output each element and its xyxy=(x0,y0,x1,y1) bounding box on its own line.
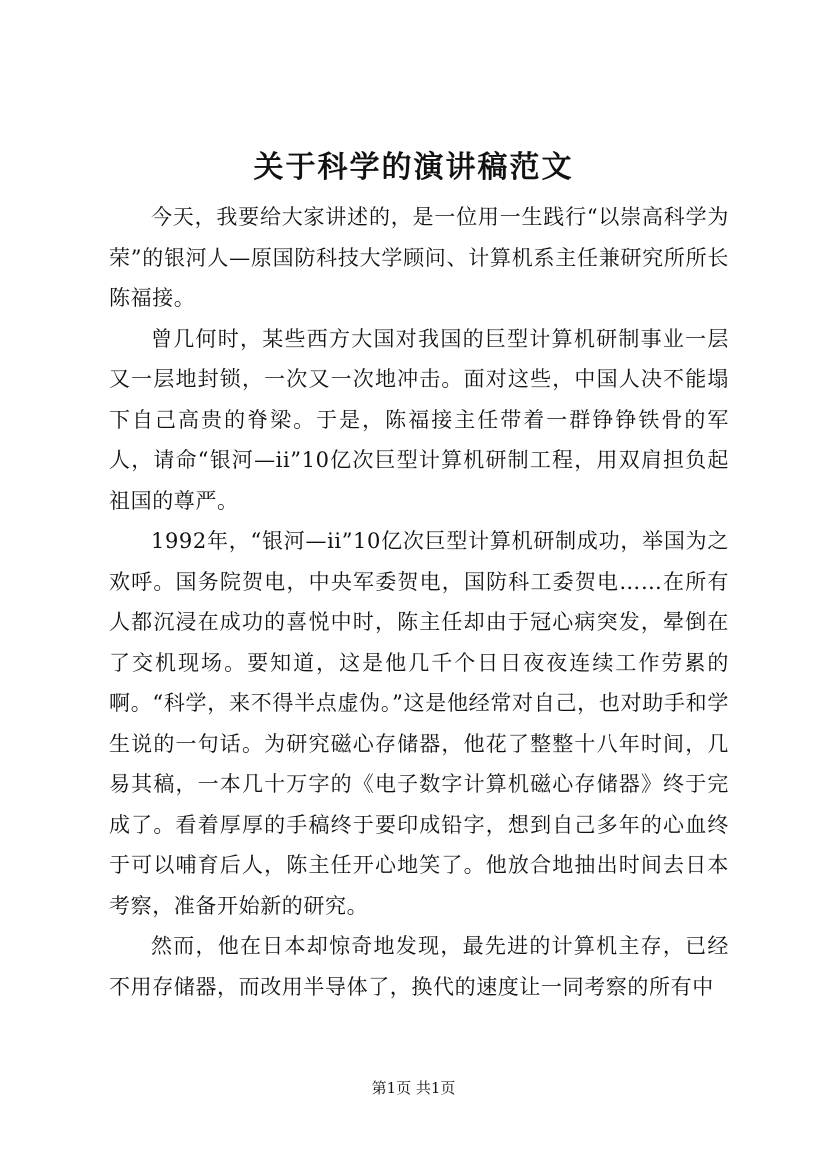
paragraph-4: 然而，他在日本却惊奇地发现，最先进的计算机主存，已经不用存储器，而改用半导体了，换代的速度让一同考察的所有中 xyxy=(109,934,729,999)
document-title: 关于科学的演讲稿范文 xyxy=(253,150,574,185)
page-footer xyxy=(0,1078,827,1098)
paragraph-2: 曾几何时，某些西方大国对我国的巨型计算机研制事业一层又一层地封锁，一次又一次地冲击。面对这些，中国人决不能塌下自己高贵的脊梁。于是，陈福接主任带着一群铮铮铁骨的军人，请命“银河—ii”10亿次巨型计算机研制工程，用双肩担负起祖国的尊严。 xyxy=(109,326,729,513)
page-total: 共1页 xyxy=(415,1079,456,1097)
paragraph-3: 1992年，“银河—ii”10亿次巨型计算机研制成功，举国为之欢呼。国务院贺电，中央军委贺电，国防科工委贺电……在所有人都沉浸在成功的喜悦中时，陈主任却由于冠心病突发，晕倒在了交机现场。要知道，这是他几千个日日夜夜连续工作劳累的啊。“科学，来不得半点虚伪。”这是他经常对自己，也对助手和学生说的一句话。为研究磁心存储器，他花了整整十八年时间，几易其稿，一本几十万字的《电子数字计算机磁心存储器》终于完成了。看着厚厚的手稿终于要印成铅字，想到自己多年的心血终于可以哺育后人，陈主任开心地笑了。他放合地抽出时间去日本考察，准备开始新的研究。 xyxy=(109,529,729,918)
document-body xyxy=(109,197,729,1007)
paragraph-1: 今天，我要给大家讲述的，是一位用一生践行“以崇高科学为荣”的银河人—原国防科技大学顾问、计算机系主任兼研究所所长陈福接。 xyxy=(109,205,729,310)
page-number: 第1页 xyxy=(371,1079,412,1097)
